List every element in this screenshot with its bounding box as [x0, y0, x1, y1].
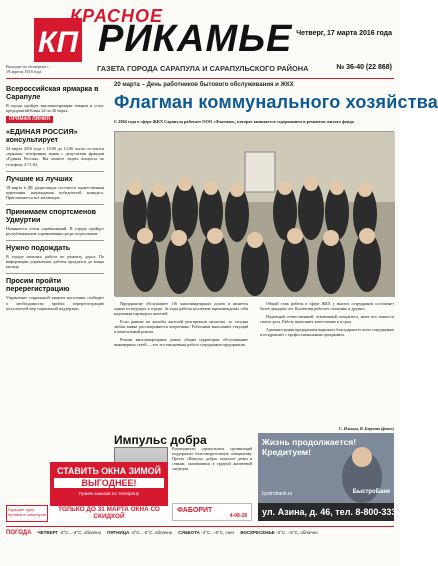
issue-date: Четверг, 17 марта 2016 года — [296, 30, 392, 37]
divider — [6, 273, 104, 274]
article-paragraph: Администрация предприятия выражает благодарность всем сотрудникам и поздравляет с профессиональным праздником. — [260, 327, 394, 337]
bottom-margin — [0, 540, 400, 566]
item-title-fair: Всероссийская ярмарка в Сарапуле — [6, 84, 99, 101]
divider — [6, 204, 104, 205]
item-text-reregister: Управление социальной защиты населения сообщает о необходимости пройти перерегистрацию получателей мер социальной поддержки. — [6, 295, 104, 311]
group-photo — [114, 131, 394, 296]
brand-top: КРАСНОЕ — [70, 6, 164, 26]
item-text-best: 18 марта в ДК радиозавода состоится торжественная церемония награждения победителей конкурса. Приглашаются все желающие. — [6, 184, 104, 200]
article-paragraph: Если раньше на жалобы жителей реагировали неохотно, то сегодня любая заявка рассматривается оперативно. Работники выполняют текущий и капитальный ремонт. — [114, 319, 248, 334]
item-title-wait: Нужно подождать — [6, 243, 71, 253]
weather-day: ЧЕТВЕРГ -2°С...-4°С, облачно — [37, 530, 102, 535]
issue-number: № 36-40 (22 868) — [336, 64, 392, 71]
day-banner: 20 марта – День работников бытового обслуживания и ЖКХ — [114, 82, 294, 88]
article-paragraph: Предприятие обслуживает 116 многоквартирных домов и является одним из ведущих в городе. За годы работы коллектив зарекомендовал себя надежным партнером жителей. — [114, 301, 248, 316]
faborit-logo: ФАБОРИТ — [177, 507, 213, 514]
weather-day: СУББОТА -4°С...-6°С, снег — [178, 530, 235, 535]
impulse-title: Импульс добра — [114, 433, 207, 447]
faborit-phone: 4-08-28 — [229, 513, 247, 519]
logo-letters: КП — [38, 26, 79, 59]
weather-day: ПЯТНИЦА -3°С...-5°С, облачно — [107, 530, 173, 535]
item-title-best: Лучшие из лучших — [6, 173, 73, 183]
article-paragraph: Надежный, ответственный, отзывчивый специалист, знает все тонкости своего дела. Работу выполняет качественно и в срок. — [260, 314, 394, 324]
direct-line-tag: ПРЯМАЯ ЛИНИЯ — [6, 116, 53, 123]
windows-ad-line1: СТАВИТЬ ОКНА ЗИМОЙ — [57, 466, 161, 476]
bank-ad-address: ул. Азина, д. 46, тел. 8-800-333-22-65 — [258, 503, 394, 521]
bank-ad-site: bystrobank.ru — [262, 491, 293, 497]
impulse-text: Руководители сарапульских организаций поддержали благотворительную инициативу. Проект «Импульс добра» помогает детям и семьям, оказавшимся в трудной жизненной ситуации. — [172, 446, 252, 471]
windows-ad[interactable] — [50, 462, 168, 506]
lead-paragraph: С 2004 года в сфере ЖКХ Сарапула работает ООО «Флагман», которое занимается содержанием и ремонтом жилого фонда — [114, 119, 354, 124]
item-text-sport: Начинается сезон соревнований. В городе пройдут республиканские соревнования среди спортсменов. — [6, 225, 104, 237]
publication-note: Выходит по четвергам с 19 апреля 1918 года — [6, 64, 49, 74]
item-title-sport: Принимаем спортсменов Удмуртии — [6, 206, 97, 224]
bank-ad-title: Жизнь продолжается! Кредитуем! — [262, 437, 357, 457]
item-title-reregister: Просим пройти перерегистрацию — [6, 276, 70, 294]
tagline: ГАЗЕТА ГОРОДА САРАПУЛА И САРАПУЛЬСКОГО РАЙОНА — [97, 64, 309, 73]
article-paragraph: Ремонт многоквартирных домов, уборка территории, обслуживание инженерных сетей — все это ежедневная работа сотрудников предприятия. — [114, 337, 248, 347]
windows-ad-promo: ТОЛЬКО ДО 31 МАРТА ОКНА СО СКИДКОЙ — [50, 506, 168, 522]
small-ad[interactable]: Горящие туры, путевки в санатории — [6, 505, 48, 522]
divider — [6, 171, 104, 172]
faborit-ad[interactable] — [172, 503, 252, 521]
masthead-rule — [6, 78, 394, 79]
bank-ad[interactable] — [258, 433, 394, 503]
weather-day: ВОСКРЕСЕНЬЕ -3°С...-5°С, облачно — [240, 530, 318, 535]
weather-footer — [6, 526, 394, 538]
bank-ad-brand: БыстроБанк — [352, 489, 390, 495]
group-photo-illustration — [115, 132, 395, 297]
item-text-wait: В городе началась работа по ремонту дорог. По информации управления, работы продлятся до конца месяца. — [6, 254, 104, 270]
article-byline: С. Ильина, В. Бернова (фото) — [338, 426, 394, 431]
main-article — [114, 301, 394, 431]
divider — [6, 240, 104, 241]
windows-ad-line2: ВЫГОДНЕЕ! — [54, 478, 164, 488]
item-text-fair: В городе пройдет выставка-ярмарка товаров и услуг предприятий Камы 24 по 26 марта. — [6, 103, 104, 114]
left-column — [6, 82, 104, 522]
article-column-1 — [114, 301, 248, 431]
weather-label: ПОГОДА — [6, 529, 32, 536]
masthead — [0, 0, 400, 92]
article-paragraph: Общий стаж работы в сфере ЖКХ у многих сотрудников составляет более двадцати лет. Коллектив работает слаженно и дружно. — [260, 301, 394, 311]
brand-main: РИКАМЬЕ — [98, 18, 293, 60]
main-headline: Флагман коммунального хозяйства — [114, 92, 438, 112]
item-title-united-russia: «ЕДИНАЯ РОССИЯ» консультирует — [6, 127, 78, 145]
article-column-2 — [260, 301, 394, 431]
item-text-united-russia: 24 марта 2016 года с 10:00 до 13:00 часов состоится «прямая» телефонная линия с депутатами фракции «Единая Россия». Вы можете задать вопросы по телефону 4-71-02. — [6, 146, 104, 167]
windows-ad-note: Прием заказов по телефону — [78, 491, 140, 496]
